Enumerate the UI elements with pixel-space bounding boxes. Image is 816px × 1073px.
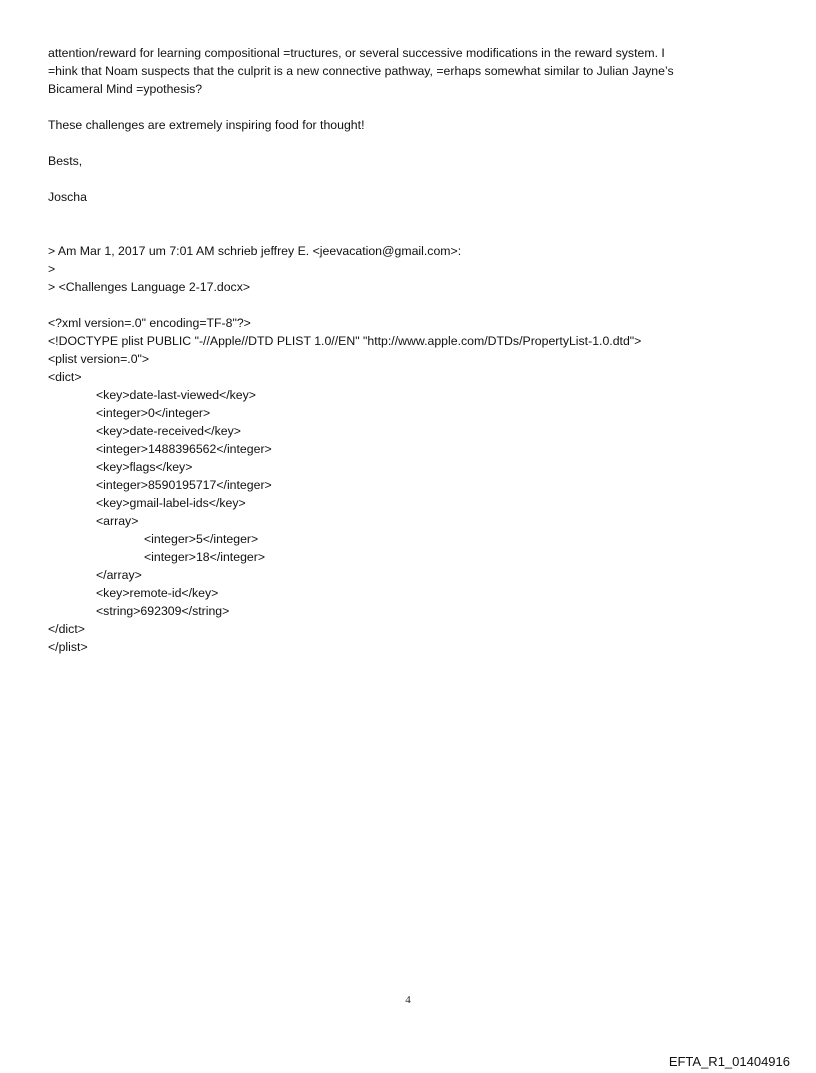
- plist-entry: <key>gmail-label-ids</key>: [96, 496, 246, 510]
- plist-close-tag: </plist>: [48, 640, 88, 654]
- plist-entry: <integer>0</integer>: [96, 406, 211, 420]
- plist-entry: <key>remote-id</key>: [96, 586, 219, 600]
- plist-doctype: <!DOCTYPE plist PUBLIC "-//Apple//DTD PLIST 1.0//EN" "http://www.apple.com/DTDs/PropertyList-1.0.dtd">: [48, 334, 642, 348]
- plist-entry: <integer>8590195717</integer>: [96, 478, 272, 492]
- signature: Joscha: [48, 190, 87, 204]
- body-line-2: =hink that Noam suspects that the culprit is a new connective pathway, =erhaps somewhat similar to Julian Jayne’s: [48, 64, 674, 78]
- plist-entry: <key>date-received</key>: [96, 424, 241, 438]
- dict-close-tag: </dict>: [48, 622, 85, 636]
- spacer: [48, 98, 788, 116]
- spacer: [48, 170, 788, 188]
- quoted-marker: >: [48, 262, 56, 276]
- plist-entry: <string>692309</string>: [96, 604, 230, 618]
- plist-array-item: <integer>18</integer>: [144, 550, 266, 564]
- plist-entry: <array>: [96, 514, 139, 528]
- salutation: Bests,: [48, 154, 83, 168]
- array-close-tag: </array>: [96, 568, 142, 582]
- plist-entry: <key>date-last-viewed</key>: [96, 388, 256, 402]
- quoted-header: > Am Mar 1, 2017 um 7:01 AM schrieb jeffrey E. <jeevacation@gmail.com>:: [48, 244, 462, 258]
- closing-sentence: These challenges are extremely inspiring food for thought!: [48, 118, 365, 132]
- plist-entry: <integer>1488396562</integer>: [96, 442, 272, 456]
- plist-entry: <key>flags</key>: [96, 460, 193, 474]
- plist-array-item: <integer>5</integer>: [144, 532, 259, 546]
- spacer: [48, 224, 788, 242]
- spacer: [48, 296, 788, 314]
- page-number: 4: [405, 994, 411, 1006]
- plist-open-tag: <plist version=.0">: [48, 352, 150, 366]
- document-body: [48, 44, 788, 656]
- plist-xml-declaration: <?xml version=.0" encoding=TF-8"?>: [48, 316, 251, 330]
- dict-open-tag: <dict>: [48, 370, 82, 384]
- body-line-3: Bicameral Mind =ypothesis?: [48, 82, 203, 96]
- spacer: [48, 206, 788, 224]
- quoted-attachment: > <Challenges Language 2-17.docx>: [48, 280, 251, 294]
- body-line-1: attention/reward for learning compositional =tructures, or several successive modifications in the reward system. I: [48, 46, 665, 60]
- document-id: EFTA_R1_01404916: [668, 1054, 790, 1069]
- spacer: [48, 134, 788, 152]
